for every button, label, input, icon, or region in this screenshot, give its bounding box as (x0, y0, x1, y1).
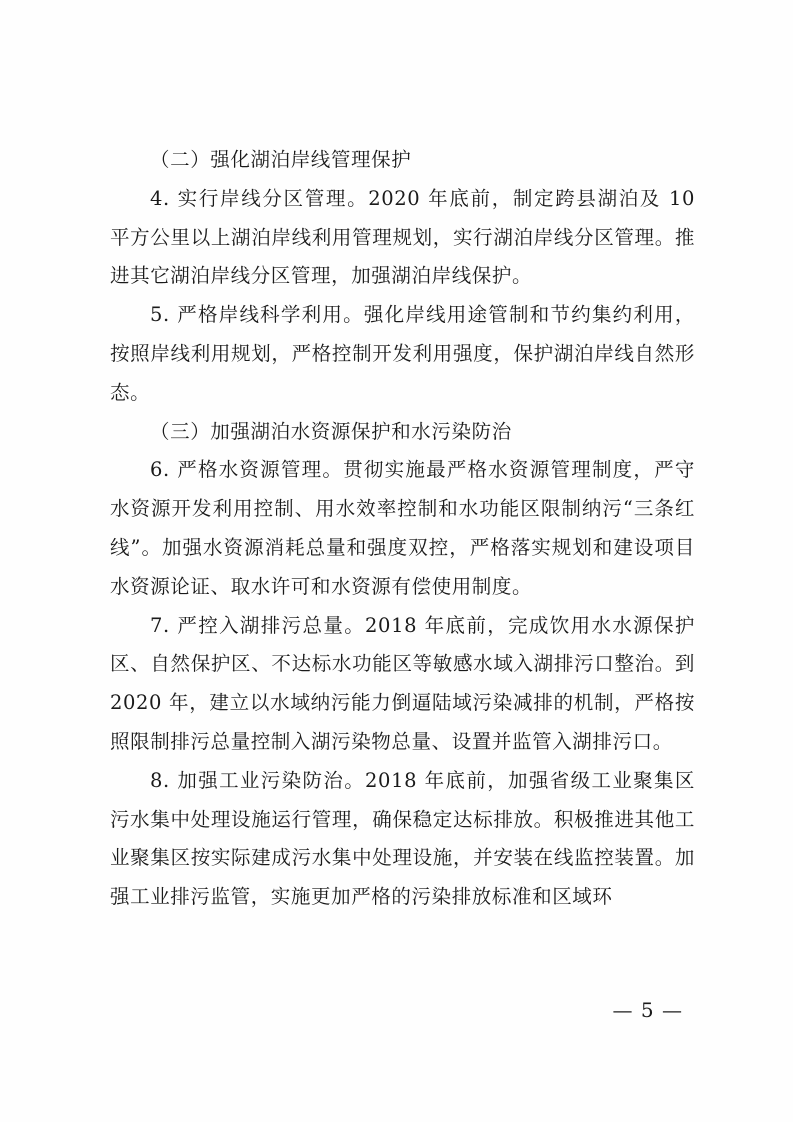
page-number: — 5 — (612, 998, 683, 1022)
section-heading-3: （三）加强湖泊水资源保护和水污染防治 (150, 419, 512, 443)
paragraph-item-6: 6. 严格水资源管理。贯彻实施最严格水资源管理制度，严守水资源开发利用控制、用水效率控制和水功能区限制纳污“三条红线”。加强水资源消耗总量和强度双控，严格落实规划和建设项目水资源论证、取水许可和水资源有偿使用制度。 (110, 458, 695, 598)
paragraph-item-4: 4. 实行岸线分区管理。2020 年底前，制定跨县湖泊及 10 平方公里以上湖泊岸线利用管理规划，实行湖泊岸线分区管理。推进其它湖泊岸线分区管理，加强湖泊岸线保护。 (110, 186, 695, 288)
paragraph-item-8: 8. 加强工业污染防治。2018 年底前，加强省级工业聚集区污水集中处理设施运行管理，确保稳定达标排放。积极推进其他工业聚集区按实际建成污水集中处理设施，并安装在线监控装置。加强工业排污监管，实施更加严格的污染排放标准和区域环 (110, 768, 695, 909)
section-heading-2: （二）强化湖泊岸线管理保护 (150, 148, 412, 171)
paragraph-item-5: 5. 严格岸线科学利用。强化岸线用途管制和节约集约利用，按照岸线利用规划，严格控制开发利用强度，保护湖泊岸线自然形态。 (110, 303, 695, 404)
paragraph-item-7: 7. 严控入湖排污总量。2018 年底前，完成饮用水水源保护区、自然保护区、不达标水功能区等敏感水域入湖排污口整治。到 2020 年，建立以水域纳污能力倒逼陆域污染减排的机制，严格按照限制排污总量控制入湖污染物总量、设置并监管入湖排污口。 (110, 613, 695, 753)
document-body (110, 141, 695, 917)
